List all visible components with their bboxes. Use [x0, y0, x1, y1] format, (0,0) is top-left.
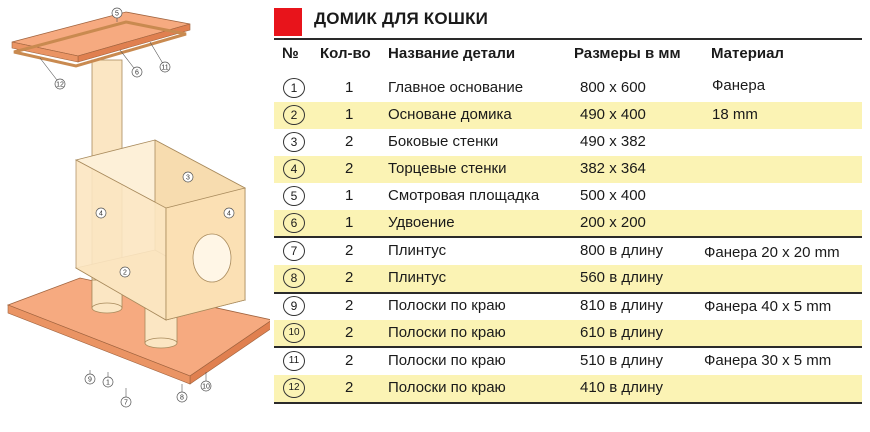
diagram-label: 3 [186, 174, 190, 182]
material-4: Фанера 30 x 5 mm [704, 352, 832, 369]
diagram-label: 7 [124, 399, 128, 407]
diagram-label: 6 [135, 69, 139, 77]
part-dimensions: 410 в длину [580, 379, 663, 396]
material-3: Фанера 40 x 5 mm [704, 298, 832, 315]
table-row [274, 129, 862, 156]
header-name: Название детали [388, 45, 516, 62]
table-row [274, 210, 862, 237]
part-name: Удвоение [388, 214, 455, 231]
part-name: Полоски по краю [388, 297, 506, 314]
part-name: Торцевые стенки [388, 160, 507, 177]
material-1-line2: 18 mm [712, 106, 758, 123]
part-dimensions: 510 в длину [580, 352, 663, 369]
title-rule [274, 38, 862, 40]
house-entrance-hole [193, 234, 231, 282]
page-title: ДОМИК ДЛЯ КОШКИ [314, 9, 489, 28]
part-quantity: 2 [345, 269, 354, 286]
title-accent-square [274, 8, 302, 36]
table-row [274, 265, 862, 292]
diagram-label: 12 [56, 81, 64, 89]
part-number-badge: 7 [283, 241, 305, 261]
part-number-badge: 10 [283, 323, 305, 343]
material-2: Фанера 20 x 20 mm [704, 244, 840, 261]
part-quantity: 2 [345, 242, 354, 259]
part-quantity: 2 [345, 160, 354, 177]
part-quantity: 2 [345, 297, 354, 314]
part-quantity: 2 [345, 379, 354, 396]
part-dimensions: 500 x 400 [580, 187, 646, 204]
diagram-label: 4 [227, 210, 231, 218]
part-dimensions: 382 x 364 [580, 160, 646, 177]
part-number-badge: 5 [283, 186, 305, 206]
part-dimensions: 610 в длину [580, 324, 663, 341]
part-dimensions: 560 в длину [580, 269, 663, 286]
table-row [274, 183, 862, 210]
table-row [274, 320, 862, 347]
part-name: Полоски по краю [388, 379, 506, 396]
part-name: Основане домика [388, 106, 512, 123]
group-separator [274, 236, 862, 238]
part-dimensions: 810 в длину [580, 297, 663, 314]
group-separator [274, 292, 862, 294]
part-number-badge: 9 [283, 296, 305, 316]
header-material: Материал [711, 45, 784, 62]
table-row [274, 75, 862, 102]
part-number-badge: 3 [283, 132, 305, 152]
part-name: Полоски по краю [388, 324, 506, 341]
part-name: Смотровая площадка [388, 187, 540, 204]
part-quantity: 2 [345, 352, 354, 369]
part-name: Полоски по краю [388, 352, 506, 369]
diagram-label: 4 [99, 210, 103, 218]
part-dimensions: 800 в длину [580, 242, 663, 259]
diagram-label: 9 [88, 376, 92, 384]
part-quantity: 2 [345, 324, 354, 341]
part-quantity: 1 [345, 79, 354, 96]
table-row [274, 375, 862, 402]
part-name: Боковые стенки [388, 133, 499, 150]
diagram-label: 5 [115, 10, 119, 18]
diagram-label: 2 [123, 269, 127, 277]
part-name: Главное основание [388, 79, 524, 96]
material-1-line1: Фанера [712, 77, 766, 94]
part-number-badge: 8 [283, 268, 305, 288]
part-dimensions: 800 x 600 [580, 79, 646, 96]
cat-house-drawing [0, 0, 270, 432]
part-dimensions: 490 x 400 [580, 106, 646, 123]
part-quantity: 1 [345, 214, 354, 231]
part-dimensions: 200 x 200 [580, 214, 646, 231]
diagram-label: 11 [161, 64, 169, 72]
table-row [274, 102, 862, 129]
part-quantity: 1 [345, 106, 354, 123]
diagram-label: 1 [106, 379, 110, 387]
group-separator [274, 346, 862, 348]
part-number-badge: 6 [283, 213, 305, 233]
header-qty: Кол-во [320, 45, 371, 62]
part-number-badge: 4 [283, 159, 305, 179]
part-quantity: 2 [345, 133, 354, 150]
part-number-badge: 11 [283, 351, 305, 371]
diagram-label: 10 [202, 383, 210, 391]
part-name: Плинтус [388, 242, 447, 259]
part-number-badge: 2 [283, 105, 305, 125]
header-num: № [282, 45, 299, 62]
diagram-label: 8 [180, 394, 184, 402]
part-number-badge: 12 [283, 378, 305, 398]
part-quantity: 1 [345, 187, 354, 204]
header-dims: Размеры в мм [574, 45, 681, 62]
table-row [274, 156, 862, 183]
part-number-badge: 1 [283, 78, 305, 98]
group-separator [274, 402, 862, 404]
part-dimensions: 490 x 382 [580, 133, 646, 150]
part-name: Плинтус [388, 269, 447, 286]
